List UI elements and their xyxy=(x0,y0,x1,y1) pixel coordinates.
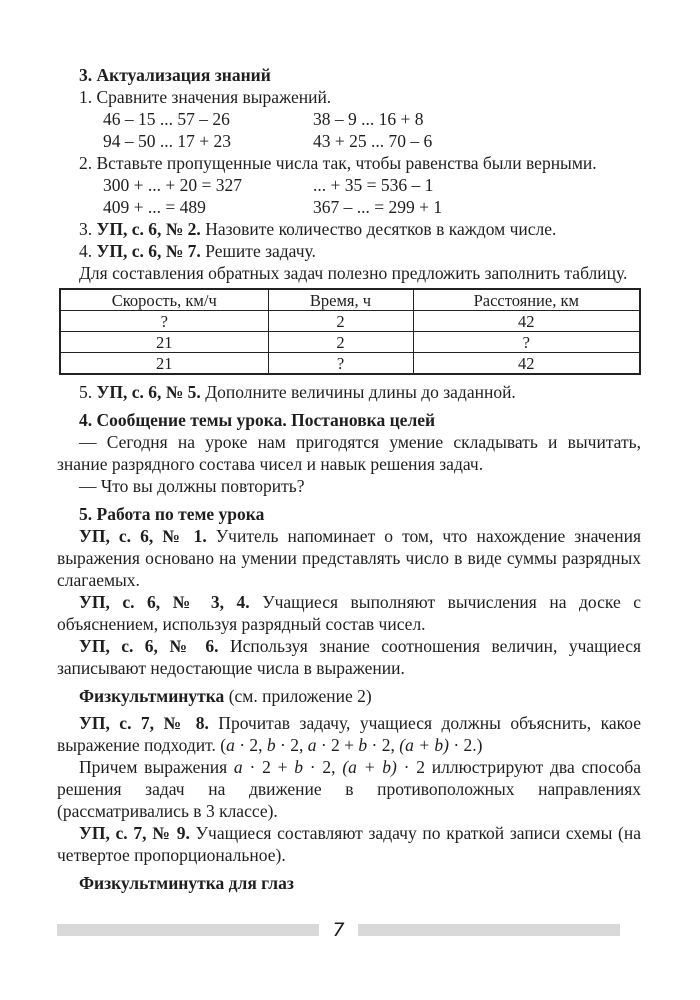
text-segment: (см. приложение 2) xyxy=(224,686,372,706)
equation: 300 + ... + 20 = 327 xyxy=(103,175,242,195)
text-segment: Для составления обратных задач полезно предложить заполнить таблицу. xyxy=(79,263,628,283)
table-row xyxy=(60,332,640,353)
equation-row xyxy=(57,174,641,196)
work-paragraph-4 xyxy=(57,712,641,756)
text-segment: УП, с. 6, № 5. xyxy=(96,382,201,402)
comparison-row xyxy=(57,130,641,152)
task1-label xyxy=(57,86,641,108)
text-segment: · 2 + xyxy=(316,735,359,755)
text-segment: a xyxy=(307,735,317,755)
work-paragraph-6 xyxy=(57,822,641,866)
table-row xyxy=(60,311,640,332)
heading-actualization: 3. Актуализация знаний xyxy=(79,65,271,85)
text-segment: УП, с. 6, № 3, 4. xyxy=(79,592,250,612)
page-number: 7 xyxy=(332,919,345,941)
text-segment: УП, с. 7, № 8. xyxy=(79,713,209,733)
page-footer xyxy=(57,921,620,939)
comparison-row xyxy=(57,108,641,130)
text-segment: Учащиеся выполняют вычисления на доске с объяснением, используя разрядный состав чисел. xyxy=(57,592,641,634)
text-segment: · 2 + xyxy=(242,757,295,777)
text-segment: · 2, xyxy=(303,757,343,777)
text-segment: · 2, xyxy=(275,735,308,755)
equation: ... + 35 = 536 – 1 xyxy=(313,175,434,195)
text-segment: Назовите количество десятков в каждом числе. xyxy=(200,219,557,239)
text-segment: (a + b) xyxy=(399,735,449,755)
table-header-row xyxy=(60,289,640,311)
table-cell: 2 xyxy=(268,332,413,353)
text-segment: 4. xyxy=(79,241,97,261)
text-segment: Дополните величины длины до заданной. xyxy=(200,382,516,402)
text-segment: УП, с. 6, № 1. xyxy=(79,526,207,546)
expression: 94 – 50 ... 17 + 23 xyxy=(103,131,231,151)
text-segment: УП, с. 7, № 9. xyxy=(79,823,190,843)
table-cell: 42 xyxy=(413,311,640,332)
table-header-time: Время, ч xyxy=(268,289,413,311)
text-segment: · 2, xyxy=(234,735,267,755)
work-paragraph-3 xyxy=(57,635,641,679)
text-segment: УП, с. 6, № 2. xyxy=(96,219,201,239)
table-cell: ? xyxy=(268,353,413,375)
footer-rule-right xyxy=(358,924,620,936)
text-segment: b xyxy=(358,735,368,755)
fizkultminutka-note xyxy=(57,685,641,707)
task5-paragraph xyxy=(57,381,641,403)
text-segment: b xyxy=(294,757,304,777)
text-segment: b xyxy=(266,735,276,755)
equation-row xyxy=(57,196,641,218)
text-segment: (a + b) xyxy=(342,757,397,777)
text-segment: Используя знание соотношения величин, учащиеся записывают недостающие числа в выражении. xyxy=(57,636,642,678)
task4-paragraph xyxy=(57,240,641,262)
table-cell: 42 xyxy=(413,353,640,375)
work-paragraph-5 xyxy=(57,756,641,822)
table-cell: ? xyxy=(413,332,640,353)
lesson-plan-content xyxy=(57,58,641,899)
text-segment: Учитель напоминает о том, что нахождение значения выражения основано на умении представлять число в виде суммы разрядных слагаемых. xyxy=(57,526,641,590)
expression: 38 – 9 ... 16 + 8 xyxy=(313,109,424,129)
work-paragraph-2 xyxy=(57,591,641,635)
work-paragraph-1 xyxy=(57,525,641,591)
expression: 43 + 25 ... 70 – 6 xyxy=(313,131,433,151)
task4-note-paragraph xyxy=(57,262,641,284)
table-cell: 2 xyxy=(268,311,413,332)
text-segment: Физкультминутка для глаз xyxy=(79,873,294,893)
task3-paragraph xyxy=(57,218,641,240)
equation: 409 + ... = 489 xyxy=(103,197,206,217)
topic-question-paragraph xyxy=(57,475,641,497)
equation: 367 – ... = 299 + 1 xyxy=(313,197,443,217)
text-segment: 3. xyxy=(79,219,97,239)
text-segment: Физкультминутка xyxy=(79,686,225,706)
text-segment: a xyxy=(226,735,235,755)
topic-paragraph xyxy=(57,431,641,475)
text-segment: 1. Сравните значения выражений. xyxy=(79,87,332,107)
text-segment: · 2 иллюстрируют два способа решения задач на движение в противоположных направлениях (рассматривались в 3 классе). xyxy=(57,757,642,821)
text-segment: · 2.) xyxy=(448,735,483,755)
text-segment: УП, с. 6, № 7. xyxy=(96,241,201,261)
text-segment: — Сегодня на уроке нам пригодятся умение складывать и вычитать, знание разрядного состава чисел и навык решения задач. xyxy=(57,432,641,474)
footer-rule-left xyxy=(57,924,319,936)
table-cell: ? xyxy=(60,311,268,332)
text-segment: · 2, xyxy=(367,735,400,755)
text-segment: a xyxy=(233,757,243,777)
table-cell: 21 xyxy=(60,353,268,375)
heading-topic-announcement: 4. Сообщение темы урока. Постановка целей xyxy=(79,410,436,430)
table-row xyxy=(60,353,640,375)
text-segment: 5. xyxy=(79,382,97,402)
text-segment: — Что вы должны повторить? xyxy=(79,476,305,496)
text-segment: УП, с. 6, № 6. xyxy=(79,636,219,656)
task2-label xyxy=(57,152,641,174)
fizkultminutka-eyes-heading xyxy=(57,872,641,894)
table-header-speed: Скорость, км/ч xyxy=(60,289,268,311)
table-header-distance: Расстояние, км xyxy=(413,289,640,311)
heading-work-on-topic: 5. Работа по теме урока xyxy=(79,504,265,524)
text-segment: 2. Вставьте пропущенные числа так, чтобы равенства были верными. xyxy=(79,153,597,173)
text-segment: Решите задачу. xyxy=(200,241,316,261)
text-segment: Учащиеся составляют задачу по краткой записи схемы (на четвертое пропорциональное). xyxy=(57,823,641,865)
expression: 46 – 15 ... 57 – 26 xyxy=(103,109,230,129)
speed-time-distance-table xyxy=(59,288,641,375)
text-segment: Причем выражения xyxy=(79,757,234,777)
table-cell: 21 xyxy=(60,332,268,353)
text-segment: Прочитав задачу, учащиеся должны объяснить, какое выражение подходит. ( xyxy=(57,713,641,755)
